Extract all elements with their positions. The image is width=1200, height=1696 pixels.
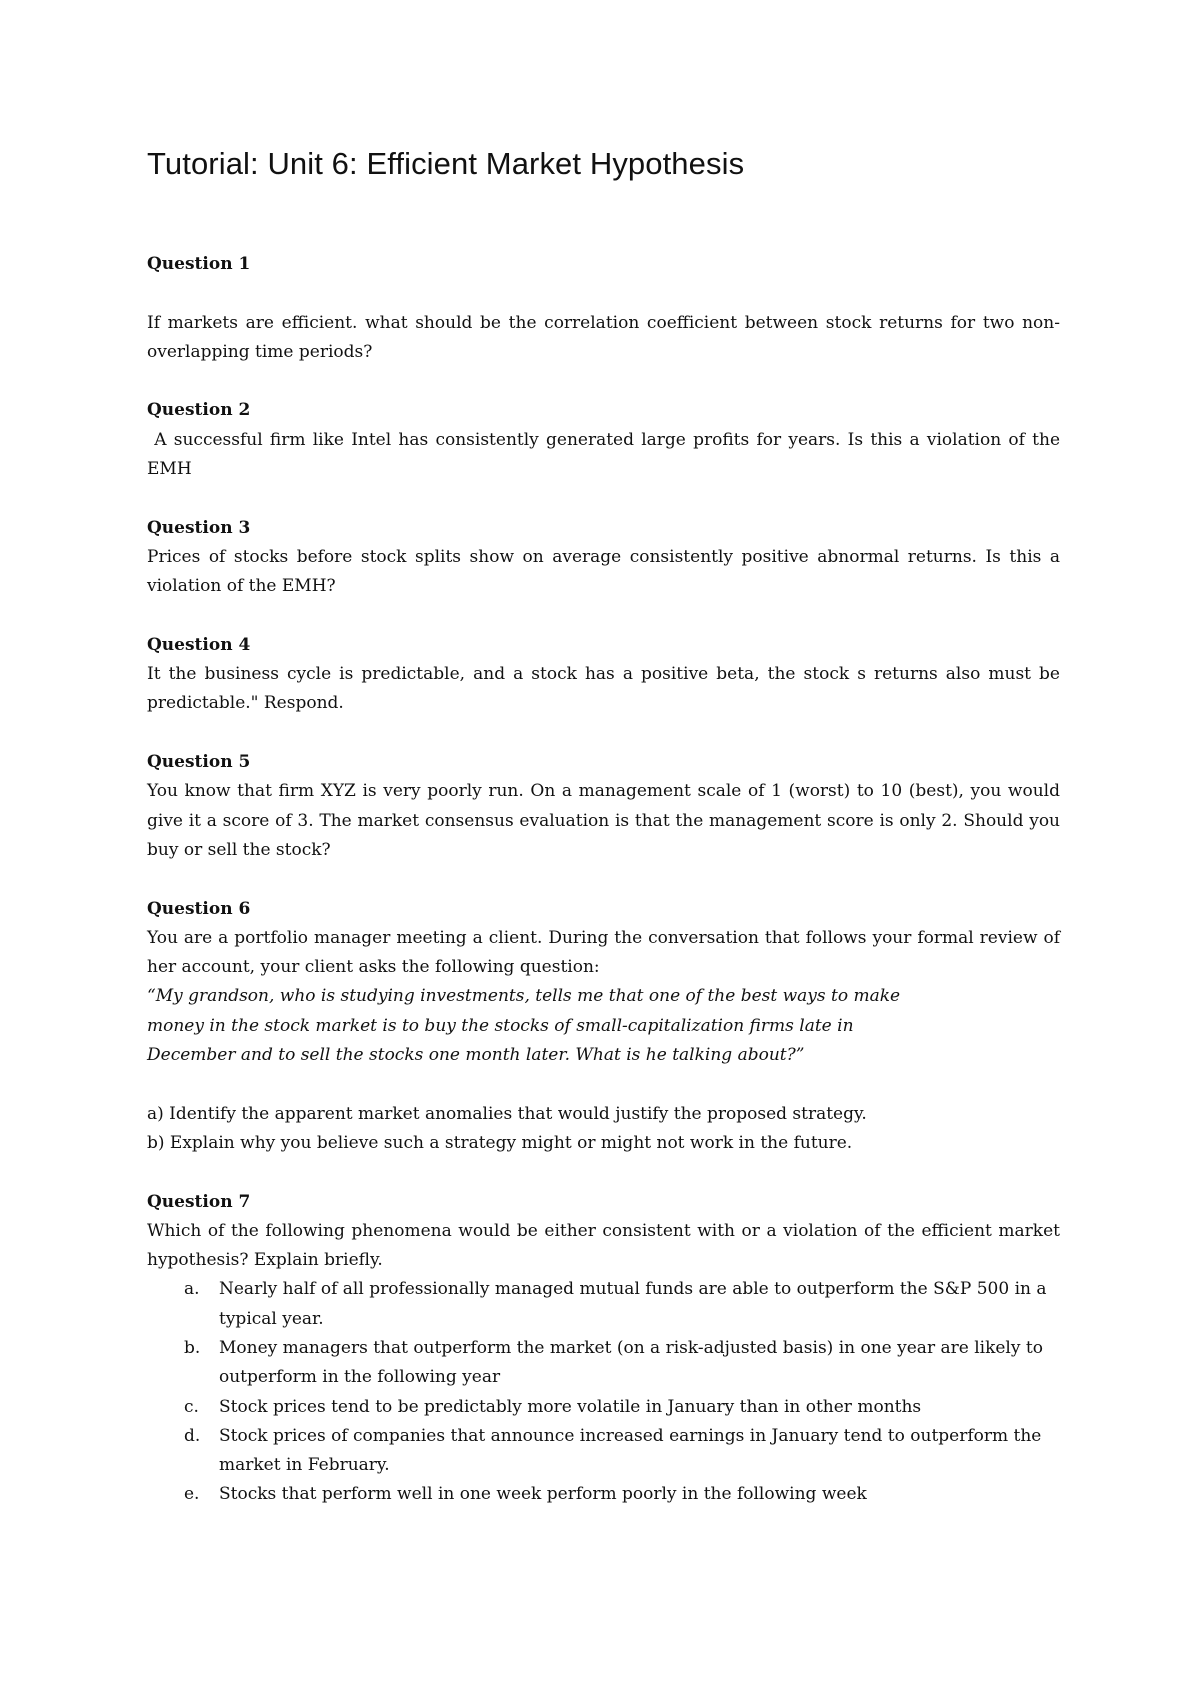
question-6 — [147, 895, 1060, 1159]
question-text: A successful firm like Intel has consistently generated large profits for years. Is this a violation of the EMH — [147, 429, 1066, 480]
question-heading: Question 3 — [147, 517, 251, 538]
list-item-text: Stocks that perform well in one week perform poorly in the following week — [219, 1484, 867, 1505]
question-1 — [147, 250, 1060, 367]
question-text: You are a portfolio manager meeting a client. During the conversation that follows your formal review of her account, your client asks the following question: — [147, 927, 1060, 978]
list-item-text: Stock prices of companies that announce increased earnings in January tend to outperform the market in February. — [219, 1425, 1042, 1476]
list-marker: e. — [184, 1484, 200, 1505]
question-heading: Question 5 — [147, 752, 251, 773]
question-part: a) Identify the apparent market anomalies that would justify the proposed strategy. — [147, 1103, 867, 1124]
list-item-text: Nearly half of all professionally managed mutual funds are able to outperform the S&P 500 in a typical year. — [219, 1279, 1047, 1329]
spacer — [147, 279, 1060, 308]
list-item — [147, 1393, 1060, 1422]
question-heading: Question 7 — [147, 1191, 251, 1212]
question-part: b) Explain why you believe such a strategy might or might not work in the future. — [147, 1132, 853, 1153]
spacer — [147, 484, 1060, 513]
question-5 — [147, 748, 1060, 865]
list-item — [147, 1422, 1060, 1481]
question-heading: Question 4 — [147, 634, 251, 655]
spacer — [147, 719, 1060, 748]
list-marker: b. — [184, 1337, 201, 1358]
list-item — [147, 1334, 1060, 1393]
list-marker: a. — [184, 1279, 200, 1300]
question-heading: Question 1 — [147, 254, 251, 274]
list-item-text: Stock prices tend to be predictably more volatile in January than in other months — [219, 1396, 922, 1417]
question-text: You know that firm XYZ is very poorly run. On a management scale of 1 (worst) to 10 (best), you would give it a score of 3. The market consensus evaluation is that the management score is only 2. Should you buy or sell the stock? — [147, 781, 1060, 860]
question-3 — [147, 514, 1060, 602]
question-2 — [147, 396, 1066, 484]
phenomena-list — [147, 1275, 1060, 1509]
questions-body — [147, 250, 1066, 1510]
question-text: It the business cycle is predictable, and a stock has a positive beta, the stock s returns also must be predictable." Respond. — [147, 664, 1060, 714]
list-item — [147, 1275, 1060, 1334]
question-7 — [147, 1188, 1060, 1510]
quote-line: “My grandson, who is studying investments, tells me that one of the best ways to make — [147, 986, 901, 1007]
document-title: Tutorial: Unit 6: Efficient Market Hypothesis — [147, 146, 745, 181]
list-marker: d. — [184, 1425, 201, 1446]
question-text: If markets are efficient. what should be the correlation coefficient between stock returns for two non-overlapping time periods? — [147, 312, 1060, 362]
quote-line: money in the stock market is to buy the stocks of small-capitalization firms late in — [147, 1015, 854, 1036]
spacer — [147, 1070, 1060, 1099]
spacer — [147, 1158, 1060, 1187]
spacer — [147, 602, 1060, 631]
question-text: Prices of stocks before stock splits show on average consistently positive abnormal returns. Is this a violation of the EMH? — [147, 546, 1060, 597]
list-item-text: Money managers that outperform the market (on a risk-adjusted basis) in one year are likely to outperform in the following year — [219, 1337, 1043, 1388]
question-heading: Question 2 — [147, 400, 251, 421]
list-marker: c. — [184, 1396, 199, 1417]
question-text: Which of the following phenomena would be either consistent with or a violation of the efficient market hypothesis? Explain briefly. — [147, 1220, 1060, 1271]
list-item — [147, 1480, 1060, 1509]
question-heading: Question 6 — [147, 898, 251, 919]
spacer — [147, 367, 1060, 396]
spacer — [147, 865, 1060, 894]
quote-line: December and to sell the stocks one month later. What is he talking about?” — [147, 1045, 805, 1066]
question-4 — [147, 631, 1060, 719]
